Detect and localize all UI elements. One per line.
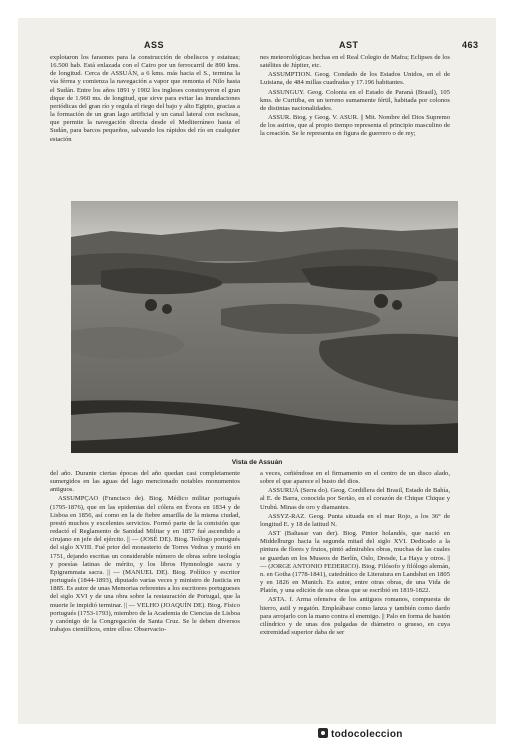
paragraph: explotaron los faraones para la construcción de obeliscos y estatuas; 16.500 hab. Está enlazada con el Cairo por un ferrocarril de 890 kms. de longitud. Cerca de ASSUÁN, a 6 kms. más hacia el S., termina la vía férrea y comienza la navegación a vapor que remonta el Nilo hasta el Sudán. Entre los años 1891 y 1902 los ingleses construyeron el gran dique de 1.960 ms. de longitud, que sirve para evitar las inundaciones periódicas del gran río y regula el riego del bajo y alto Egipto, gracias a la formación de un gran lago artificial y un canal lateral con esclusas, que permite la navegación directa desde el Mediterráneo hasta el Sudán, para barcos pequeños, salvando los rápidos del río en cualquier estación [50, 54, 240, 143]
figure-caption: Vista de Assuán [231, 459, 283, 466]
landscape-photo [71, 201, 458, 453]
watermark [318, 728, 403, 740]
running-head-center: AST [339, 40, 359, 50]
paragraph: a veces, ceñiéndose en el firmamento en el centro de un disco alado, sobre el que aparece el busto del dios. [260, 470, 450, 486]
running-head-left: ASS [144, 40, 165, 50]
column-top-right [260, 54, 450, 194]
photo-assuan [71, 201, 458, 453]
entry-assurua: ASSURUÁ (Serra do). Geog. Cordillera del Brasil, Estado de Bahía, al E. de Barra, conocida por Sertão, en el corazón de Chique Chique y Urubú. Minas de oro y diamantes. [260, 487, 450, 511]
entry-assumption: ASSUMPTION. Geog. Condado de los Estados Unidos, en el de Luisiana, de 484 millas cuadradas y 17.196 habitantes. [260, 71, 450, 87]
column-bottom-left [50, 470, 240, 724]
paragraph: del año. Durante ciertas épocas del año quedan casi completamente sumergidos en las aguas del lago mencionado notables monumentos antiguos. [50, 470, 240, 494]
watermark-text: todocoleccion [331, 729, 403, 740]
entry-assur: ASSUR. Biog. y Geog. V. ASUR. || Mit. Nombre del Dios Supremo de los asirios, que al propio tiempo representa el principio masculino de la creación. Se le representa en figura de guerrero o de rey; [260, 114, 450, 138]
column-top-left [50, 54, 240, 200]
page-number: 463 [462, 40, 479, 50]
footer-strip [0, 724, 512, 749]
todocoleccion-logo-icon [318, 728, 328, 738]
entry-asta: ASTA. f. Arma ofensiva de los antiguos romanos, compuesta de hierro, astil y regatón. Empleábase como lanza y también como dardo para arrojarlo con la mano contra el enemigo. || Palo en forma de bastón cilíndrico y de unas dos pulgadas de diámetro o grueso, en cuya extremidad superior daba de ser [260, 596, 450, 636]
entry-ast: AST (Baltasar van der). Biog. Pintor holandés, que nació en Middelburgo hacia la segunda mitad del siglo XVI. Dedicado a la pintura de flores y frutos, pintó admirables obras, muchas de las cuales se guardan en los Museos de Berlín, Oslo, Dresde, La Haya y otros. || — (JORGE ANTONIO FEDERICO). Biog. Filósofo y filólogo alemán, n. en Gotha (1778-1841), catedrático de Literatura en Landshut en 1805 y en 1826 en Munich. Es autor, entre otras obras, de una Vida de Platón, y una edición de sus obras que se escribió en 1819-1822. [260, 530, 450, 595]
encyclopedia-page [18, 18, 496, 724]
entry-assyz-raz: ASSYZ-RAZ. Geog. Punta situada en el mar Rojo, a los 36° de longitud E. y 18 de latitud N. [260, 512, 450, 528]
paragraph: nes meteorológicas hechas en el Real Colegio de Mafra; Eclipses de los satélites de Júpiter, etc. [260, 54, 450, 70]
entry-assumpcao: ASSUMPÇAO (Francisco de). Biog. Médico militar portugués (1795-1876), que en las epidemias del cólera en Évora en 1834 y de Lisboa en 1856, así como en la de fiebre amarilla de la misma ciudad, prestó muchos y excelentes servicios. Formó parte de la comisión que redactó el Reglamento de Sanidad Militar y en 1857 fué ascendido a cirujano en jefe del ejército. || — (JOSÉ DE). Biog. Teólogo portugués del siglo XVIII. Fué prior del monasterio de Torres Vedras y murió en 1751, dejando escritas un considerable número de obras sobre teología y poesías latinas de mérito, y los libros Hymnologie sacra y Epigrammata sacra. || — (MANUEL DE). Biog. Político y escritor portugués (1844-1893), diputado varias veces y ministro de Justicia en 1885. Es autor de unas Memorias referentes a los escritores portugueses del siglo XVI y de una obra sobre la restauración de Portugal, que la muerte le impidió terminar. || — VELHO (JOAQUÍN DE). Biog. Físico portugués (1753-1793), miembro de la Academia de Ciencias de Lisboa y canónigo de la Congregación de Santa Cruz. Se le deben diversos trabajos científicos, entre ellos: Observacio- [50, 495, 240, 633]
entry-assunguy: ASSUNGUY. Geog. Colonia en el Estado de Paraná (Brasil), 105 kms. de Curitiba, en un terreno sumamente fértil, habitada por colonos de distintas nacionalidades. [260, 88, 450, 112]
column-bottom-right [260, 470, 450, 724]
